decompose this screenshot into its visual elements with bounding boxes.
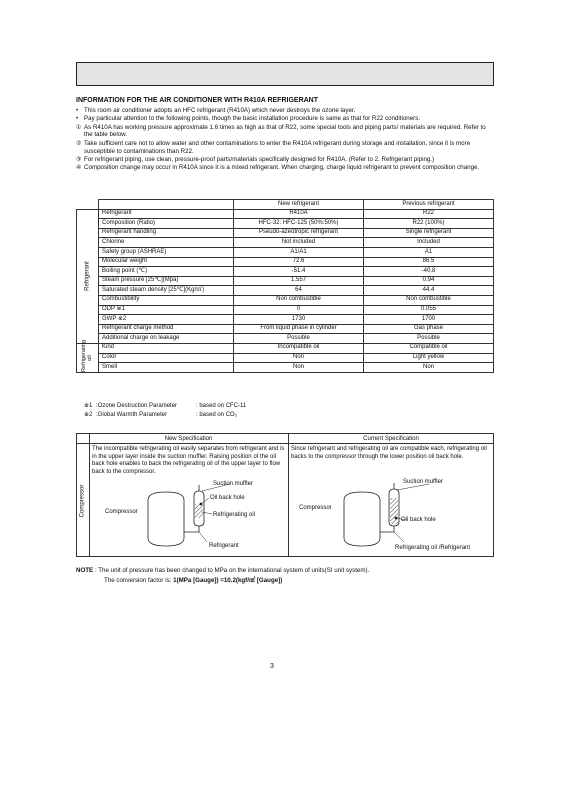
current-spec-header: Current Specification [363,436,419,442]
table-row [77,228,494,238]
row-label: Composition (Ratio) [99,219,234,229]
previous-value: Possible [364,334,494,344]
intro-item [76,124,496,140]
intro-text: This room air conditioner adopts an HFC refrigerant (R410A) which never destroys the ozone layer. [84,107,356,114]
new-value: -51.4 [234,267,364,277]
footnote-name: :Ozone Destruction Parameter [96,403,178,409]
new-label-refrigerating-oil: Refrigerating oil [213,512,256,518]
intro-text: Pay particular attention to the following points, though the basic installation procedure is same as that for R22 conditioners. [84,115,421,123]
intro-mark: • [76,115,79,123]
top-banner [76,62,494,86]
conversion-note [104,577,282,585]
intro-mark: ③ [76,155,82,163]
new-value: 72.6 [234,257,364,267]
group-label-oil: Refrigerating oil [77,343,99,372]
table-row [77,324,494,334]
intro-item [76,115,496,123]
previous-value: -40.8 [364,267,494,277]
previous-value: Single refrigerant [364,228,494,238]
column-header-new: New refrigerant [234,200,364,210]
intro-item [76,107,496,115]
column-header-previous: Previous refrigerant [364,200,494,210]
row-label: Steam pressure [25℃](Mpa) [99,276,234,286]
row-label: Molecular weight [99,257,234,267]
new-value: From liquid phase in cylinder [234,324,364,334]
current-spec-description: Since refrigerant and refrigerating oil are compatible each, refrigerating oil backs to the compressor through the lower position oil back hole. [291,446,487,460]
new-value: 1.557 [234,276,364,286]
table-row [77,247,494,257]
new-spec-description: The incompatible refrigerating oil easily separates from refrigerant and is in the upper layer inside the suction muffler. Raising position of the oil back hole enables to back the refrigerating oil of the upper layer to flow back to the compressor. [92,446,285,475]
table-header-row [77,200,494,210]
section-heading: INFORMATION FOR THE AIR CONDITIONER WITH R410A REFRIGERANT [76,97,319,104]
table-row [77,343,494,353]
group-label-refrigerant: Refrigerant [77,209,99,343]
footnote-mark: ※2 [84,412,93,418]
current-label-oil-refrigerant: Refrigerating oil /Refrigerant [395,545,471,551]
previous-value: 44.4 [364,286,494,296]
row-label: Refrigerant handling [99,228,234,238]
new-value: 64 [234,286,364,296]
table-row [77,286,494,296]
compressor-side-label: Compressor [79,484,86,517]
compressor-comparison-box [76,433,494,557]
intro-text: As R410A has working pressure approximate 1.6 times as high as that of R22, some special tools and piping parts/ materials are required. Refer to the table below. [84,123,486,139]
new-value: A1/A1 [234,247,364,257]
row-label: Kind [99,343,234,353]
previous-value: Gas phase [364,324,494,334]
current-label-oil-back-hole: Oil back hole [401,517,436,523]
intro-text: Take sufficient care not to allow water and other contaminations to enter the R410A refrigerant during storage and installation, since it is more susceptible to contaminations than R22. [84,139,471,155]
intro-list [76,107,496,173]
previous-value: Non combustible [364,295,494,305]
new-spec-header: New Specification [164,436,213,442]
row-label: Refrigerant charge method [99,324,234,334]
new-compressor-diagram [90,482,287,557]
new-value: Pseudo-azeotropic refrigerant [234,228,364,238]
row-label: Boiling point (℃) [99,267,234,277]
previous-value: 86.5 [364,257,494,267]
current-label-suction-muffler: Suction muffler [403,479,443,485]
row-label: Saturated steam density [25℃](Kg/㎥) [99,286,234,296]
table-row [77,363,494,373]
table-row [77,219,494,229]
intro-item [76,156,496,164]
new-value: 1730 [234,315,364,325]
row-label: Smell [99,363,234,373]
new-label-refrigerant: Refrigerant [209,543,239,549]
previous-value: 1700 [364,315,494,325]
intro-mark: ① [76,123,82,131]
new-value: Non combustible [234,295,364,305]
new-label-suction-muffler: Suction muffler [213,481,253,487]
table-row [77,267,494,277]
note-label: NOTE [76,567,94,574]
table-row [77,295,494,305]
new-label-compressor: Compressor [105,509,138,515]
row-label: Additional charge on leakage [99,334,234,344]
table-row [77,209,494,219]
new-value: Non [234,363,364,373]
current-label-compressor: Compressor [299,505,332,511]
unit-note [76,567,369,575]
footnote-desc: : based on CFC-11 [196,403,247,409]
row-label: Refrigerant [99,209,234,219]
table-row [77,315,494,325]
note-line-2-prefix: The conversion factor is: [104,577,174,584]
row-label: ODP ※1 [99,305,234,315]
footnote [84,412,237,420]
intro-item [76,140,496,156]
table-row [77,353,494,363]
table-row [77,276,494,286]
row-label: Combustibility [99,295,234,305]
table-row [77,238,494,248]
refrigerant-comparison-table [76,199,494,373]
previous-value: Compatible oil [364,343,494,353]
row-label: Color [99,353,234,363]
previous-value: Included [364,238,494,248]
previous-value: R22 [364,209,494,219]
intro-mark: ④ [76,164,82,172]
footnote-name: :Global Warmth Parameter [96,412,168,418]
new-value: HFC-32: HFC-125 (50%:50%) [234,219,364,229]
table-row [77,305,494,315]
table-row [77,257,494,267]
new-value: Incompatible oil [234,343,364,353]
new-label-oil-back-hole: Oil back hole [210,495,245,501]
row-label: Safety group (ASHRAE) [99,247,234,257]
footnote-desc: : based on CO₂ [196,412,238,418]
previous-value: Light yellow [364,353,494,363]
new-value: R410A [234,209,364,219]
footnote-mark: ※1 [84,403,93,409]
new-value: Possible [234,334,364,344]
previous-value: 0.055 [364,305,494,315]
intro-item [76,164,496,172]
intro-mark: ② [76,139,82,147]
previous-value: A1 [364,247,494,257]
previous-value: R22 (100%) [364,219,494,229]
footnote [84,403,246,411]
new-value: 0 [234,305,364,315]
intro-text: For refrigerant piping, use clean, pressure-proof parts/materials specifically designed for R410A. (Refer to 2. Refrigerant piping.) [84,155,435,163]
new-value: Non [234,353,364,363]
previous-value: Non [364,363,494,373]
intro-text: Composition change may occur in R410A since it is a mixed refrigerant. When charging, charge liquid refrigerant to prevent composition change. [84,164,480,172]
table-row [77,334,494,344]
row-label: Chlorine [99,238,234,248]
page-number: 3 [270,663,274,670]
previous-value: 0.94 [364,276,494,286]
note-line-1: : The unit of pressure has been changed to MPa on the international system of units(SI unit system). [94,567,370,574]
conversion-factor: 1(MPa [Gauge]) =10.2(kgf/㎠ [Gauge]) [173,577,283,584]
intro-mark: • [76,107,79,114]
new-value: Not included [234,238,364,248]
row-label: GWP ※2 [99,315,234,325]
